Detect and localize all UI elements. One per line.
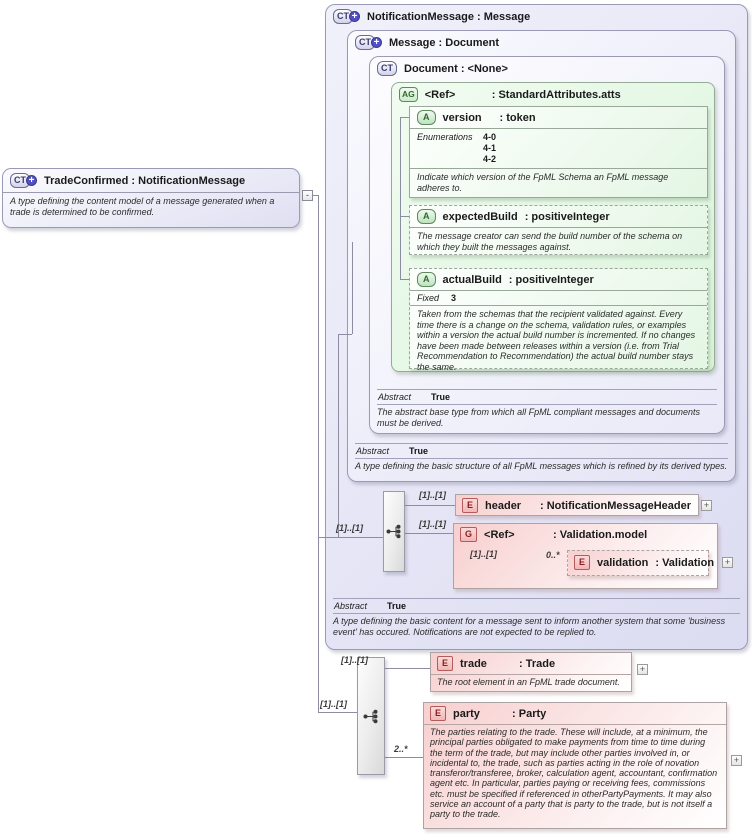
inner-spine-line bbox=[338, 334, 339, 537]
expected-build-header-row bbox=[410, 206, 707, 228]
group-icon: G bbox=[460, 527, 477, 542]
expected-build-description: The message creator can send the build number of the schema on which they built the messages against. bbox=[417, 231, 683, 252]
connector-line bbox=[400, 279, 409, 280]
trade-element-type: : Trade bbox=[519, 657, 556, 670]
validation-element-type: : Validation bbox=[655, 556, 715, 569]
trade-confirmed-spine-line bbox=[318, 195, 319, 713]
version-name: version bbox=[442, 111, 482, 124]
actual-build-type: : positiveInteger bbox=[508, 273, 594, 286]
complex-type-icon: CT bbox=[377, 61, 397, 76]
abstract-label: Abstract bbox=[356, 446, 390, 456]
trade-confirmed-description: A type defining the content model of a message generated when a trade is determined to be confirmed. bbox=[10, 196, 275, 217]
notification-abstract-row bbox=[333, 598, 740, 614]
version-header-row bbox=[410, 107, 707, 129]
expected-build-attribute-box[interactable] bbox=[409, 205, 708, 255]
expand-button[interactable]: + bbox=[731, 755, 742, 766]
trade-confirmed-header-row bbox=[3, 169, 299, 193]
attribute-group-icon: AG bbox=[399, 87, 418, 102]
version-type: : token bbox=[499, 111, 536, 124]
trade-element-name: trade bbox=[460, 657, 487, 670]
complex-type-extension-icon: CT + bbox=[355, 35, 382, 50]
actual-build-attribute-box[interactable] bbox=[409, 268, 708, 372]
version-attribute-box[interactable] bbox=[409, 106, 708, 198]
attribute-group-header-row bbox=[392, 83, 714, 106]
connector-line bbox=[318, 537, 383, 538]
cardinality-label: [1]..[1] bbox=[341, 655, 368, 665]
validation-group-name: <Ref> bbox=[484, 528, 515, 541]
document-description: The abstract base type from which all FpML compliant messages and documents must be derived. bbox=[377, 407, 700, 428]
fixed-label: Fixed bbox=[417, 293, 440, 303]
connector-line bbox=[318, 712, 357, 713]
enumeration-values bbox=[483, 132, 496, 165]
connector-line bbox=[400, 117, 409, 118]
party-element-row bbox=[424, 703, 726, 725]
expand-button[interactable]: + bbox=[701, 500, 712, 511]
expand-button[interactable]: + bbox=[722, 557, 733, 568]
cardinality-label: [1]..[1] bbox=[419, 519, 446, 529]
cardinality-label: 0..* bbox=[546, 550, 560, 560]
header-element-type: : NotificationMessageHeader bbox=[540, 499, 691, 512]
message-title: Message : Document bbox=[389, 36, 500, 49]
collapse-handle[interactable]: - bbox=[302, 190, 313, 201]
cardinality-label: [1]..[1] bbox=[336, 523, 363, 533]
connector-line bbox=[385, 668, 430, 669]
header-element-box[interactable] bbox=[455, 494, 699, 516]
message-abstract-row bbox=[355, 443, 728, 459]
cardinality-label: [1]..[1] bbox=[320, 699, 347, 709]
inner-spine-line bbox=[352, 242, 353, 334]
attribute-group-name: <Ref> bbox=[424, 88, 456, 101]
expected-build-name: expectedBuild bbox=[442, 210, 518, 223]
element-icon: E bbox=[574, 555, 590, 570]
trade-description: The root element in an FpML trade document. bbox=[437, 677, 620, 687]
attribute-spine-line bbox=[400, 117, 401, 280]
party-element-box[interactable] bbox=[423, 702, 727, 829]
document-header-row bbox=[370, 57, 724, 80]
complex-type-extension-icon: CT + bbox=[333, 9, 360, 24]
connector-line bbox=[338, 334, 352, 335]
connector-line bbox=[400, 216, 409, 217]
validation-element-row bbox=[568, 551, 715, 574]
actual-build-header-row bbox=[410, 269, 707, 291]
fixed-value: 3 bbox=[451, 293, 457, 303]
sequence-connector[interactable] bbox=[357, 657, 385, 775]
cardinality-label: [1]..[1] bbox=[419, 490, 446, 500]
expand-button[interactable]: + bbox=[637, 664, 648, 675]
enum-value: 4-1 bbox=[483, 143, 497, 153]
abstract-value: True bbox=[431, 392, 451, 402]
expected-build-type: : positiveInteger bbox=[524, 210, 610, 223]
attribute-group-type: : StandardAttributes.atts bbox=[491, 88, 621, 101]
validation-element-box[interactable] bbox=[567, 550, 715, 576]
enum-value: 4-0 bbox=[483, 132, 497, 142]
element-icon: E bbox=[462, 498, 478, 513]
party-element-type: : Party bbox=[512, 707, 547, 720]
element-icon: E bbox=[437, 656, 453, 671]
trade-confirmed-box[interactable] bbox=[2, 168, 300, 228]
attribute-icon: A bbox=[417, 272, 436, 287]
party-element-name: party bbox=[453, 707, 480, 720]
message-description: A type defining the basic structure of all FpML messages which is refined by its derived types. bbox=[355, 461, 728, 471]
abstract-value: True bbox=[387, 601, 407, 611]
validation-group-type: : Validation.model bbox=[553, 528, 648, 541]
validation-element-name: validation bbox=[597, 556, 649, 569]
header-element-name: header bbox=[485, 499, 522, 512]
attribute-icon: A bbox=[417, 209, 436, 224]
enum-value: 4-2 bbox=[483, 154, 497, 164]
connector-line bbox=[405, 505, 455, 506]
header-element-row bbox=[456, 495, 698, 516]
trade-confirmed-title: TradeConfirmed : NotificationMessage bbox=[44, 174, 246, 187]
actual-build-name: actualBuild bbox=[442, 273, 502, 286]
party-description: The parties relating to the trade. These will include, at a minimum, the principal parties obligated to make payments from time to time during the term of the trade, but may include other parties involved in, or incidental to, the trade, such as parties acting in the role of novation transferor/transferee, broker, calculation agent, accountant, confirmation agent etc. In particular, parties paying or receiving fees, commissions etc. must be specified if referenced in otherPartyPayments. It may also service an account of a party that is party to the trade, but is not itself a party to the trade. bbox=[430, 727, 718, 820]
complex-type-extension-icon: CT + bbox=[10, 173, 37, 188]
sequence-connector[interactable] bbox=[383, 491, 405, 572]
abstract-label: Abstract bbox=[378, 392, 412, 402]
cardinality-label: [1]..[1] bbox=[470, 549, 497, 559]
trade-element-row bbox=[431, 653, 631, 675]
sequence-icon bbox=[363, 709, 380, 724]
document-title: Document : <None> bbox=[404, 62, 508, 75]
message-header-row bbox=[348, 31, 735, 54]
validation-group-row bbox=[454, 524, 717, 545]
enumerations-label: Enumerations bbox=[417, 132, 473, 142]
attribute-icon: A bbox=[417, 110, 436, 125]
actual-build-fixed-row bbox=[410, 291, 707, 306]
notification-message-title: NotificationMessage : Message bbox=[367, 10, 531, 23]
version-enumerations-row bbox=[410, 129, 707, 169]
document-abstract-row bbox=[377, 389, 717, 405]
trade-element-box[interactable] bbox=[430, 652, 632, 692]
version-description: Indicate which version of the FpML Schema an FpML message adheres to. bbox=[417, 172, 669, 193]
notification-description: A type defining the basic content for a message sent to inform another system that some 'business event' has occured. Notifications are not expected to be replied to. bbox=[333, 616, 726, 637]
actual-build-description: Taken from the schemas that the recipient validated against. Every time there is a change on the schema, validation rules, or examples within a version the actual build number is incremented. If no changes have been made between releases within a version (i.e. from Trial Recommendation to Recommendation) the actual build number stays the same. bbox=[417, 309, 696, 372]
sequence-icon bbox=[386, 524, 403, 539]
abstract-label: Abstract bbox=[334, 601, 368, 611]
connector-line bbox=[405, 533, 453, 534]
notification-message-header-row bbox=[326, 5, 747, 28]
connector-line bbox=[385, 757, 423, 758]
cardinality-label: 2..* bbox=[394, 744, 408, 754]
element-icon: E bbox=[430, 706, 446, 721]
abstract-value: True bbox=[409, 446, 429, 456]
